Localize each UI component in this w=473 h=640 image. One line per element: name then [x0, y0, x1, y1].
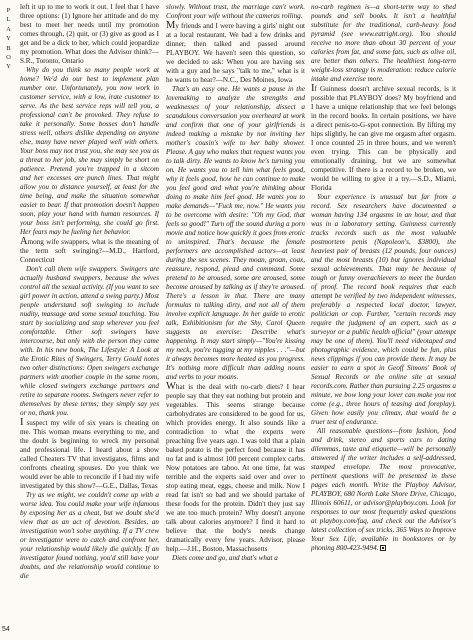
advisor-footer-note [311, 427, 456, 553]
answer-paragraph: Try as we might, we couldn't come up with a worse idea. You could make your wife infamous by exposing her as a cheat, but we doubt she'd view that as an act of devotion. Besides, an investigation won't solve anything. If a TV crew or investigator were to catch and confront her, your relationship would likely die quickly. If an investigator found nothing, you'd still have your doubts, and the relationship would continue to die [20, 491, 159, 580]
rabbit-end-mark-icon [380, 545, 386, 551]
magazine-side-label: P L A Y B O Y [6, 7, 12, 71]
answer-paragraph: That's an easy one. He wants a pause in the lovemaking to analyze the strengths and weaknesses of your relationship, dissect a scandalous conversation you overheard at work and confirm that one of your girlfriends is indeed making a mistake by not inviting her mother's cousin's wife to her baby shower. Please. A guy who makes that request wants you to talk dirty. He wants to know he's turning you on. He wants you to tell him what feels good, why it feels good, how he can continue to make you feel good and what you're thinking about doing to make him feel good. He wants you to make demands—"Fuck me, now." He wants you to be overcome with desire: "Oh my God, that feels so good!" Turn off the sound during a porn movie and notice how quickly it goes from erotic to uninspired. That's because the female performers are accomplished actors—at least during the sex scenes. They moan, groan, coax, reassure, respond, plead and command. Some pretend to be aroused, some are aroused, some become aroused by talking as if they're aroused. There's a lesson in that. There are many formulas to talking dirty, and not all of them involve explicit language. In her guide to erotic talk, Exhibitionism for the Shy, Carol Queen suggests an exercise: Describe what's happening. It may start simply—"You're kissing my neck, you're tugging at my nipples . . ."—but it always becomes more heated as you progress. It's nothing more difficult than adding nouns and verbs to your moans. [166, 85, 305, 381]
column-2 [166, 3, 305, 638]
question-paragraph: If Guinness doesn't archive sexual records, is it possible that PLAYBOY does? My boyfriend and I have a unique relationship that we feel belongs in the record books. In certain positions, we have a direct penis-to-G-spot connection. By lifting my hips slightly, he can give me orgasm after orgasm. I once counted 25 in three hours, and we weren't even trying. This can be physically and emotionally draining, but we are somewhat competitive. If there is a record to be broken, we would be willing to give it a try.—S.D., Miami, Florida [311, 83, 456, 192]
column-3 [311, 3, 456, 638]
question-paragraph: Among wife swappers, what is the meaning of the term soft swinging?—M.D., Hartford, Connecticut [20, 236, 159, 264]
answer-paragraph: Diets come and go, and that's what a [172, 554, 278, 562]
page-number: 54 [2, 626, 10, 633]
column-1 [20, 3, 159, 638]
answer-paragraph: Don't call them wife swappers. Swingers are actually husband swappers, because the wives control all the sexual activity. (If you want to see girl power in action, attend a swing party.) Most people understand soft swinging to include nudity, massage and some sexual touching. You start by socializing and stop wherever you feel comfortable. Other soft swingers have intercourse, but only with the person they came with. In his new book, The Lifestyle: A Look at the Erotic Rites of Swingers, Terry Gould notes two other distinctions: Open swingers exchange partners with another couple in the same room, while closed swingers exchange partners and retire to separate rooms. Swingers never refer to themselves by these terms; they simply say yes or no, thank you. [20, 265, 159, 417]
answer-continuation: slowly. Without trust, the marriage can't work. Confront your wife without the cameras rolling. [166, 3, 305, 20]
letter-continuation: left it up to me to work it out. I feel that I have three options: (1) Ignore her attitude and do my best to meet her needs until my promotion comes through, (2) quit, or (3) give as good as I get and be a dick to her, which could jeopardize my promotion. What does the Advisor think?—S.R., Toronto, Ontario [20, 3, 159, 65]
question-paragraph: What is the deal with no-carb diets? I hear people say that they eat nothing but protein and vegetables. This seems strange because carbohydrates are considered to be good for us, which provides energy. It also sounds like a contradiction to what the experts were preaching five years ago. I was told that a plain baked potato is the perfect food because it has no fat and is almost 100 percent complex carbs. Now potatoes are taboo. At one time, fat was terrible and the experts said over and over to stop eating meat, eggs, cheese and milk. Now I read fat isn't so bad and we should partake of these foods for the protein. Didn't they just say we ate too much protein? Why doesn't anyone talk about calories anymore? I find it hard to believe that the body's needs change dramatically every few years. Advisor, please help.—J.H., Boston, Massachusetts [166, 381, 305, 553]
advisor-footer-text: All reasonable questions—from fashion, food and drink, stereo and sports cars to dating dilemmas, taste and etiquette—will be personally answered if the writer includes a self-addressed, stamped envelope. The most provocative, pertinent questions will be presented in these pages each month. Write the Playboy Advisor, PLAYBOY, 680 North Lake Shore Drive, Chicago, Illinois 60611, or advisor@playboy.com. Look for responses to our most frequently asked questions at playboy.com/faq, and check out the Advisor's latest collection of sex tricks, 365 Ways to Improve Your Sex Life, available in bookstores or by phoning 800-423-9494. [311, 427, 456, 552]
question-paragraph: My friends and I were having a girls' night out at a local restaurant. We had a few drinks and dinner, then talked and passed around PLAYBOY. We haven't seen this question, so we decided to ask: When you are having sex with a guy and he says "talk to me," what is it he wants to hear?—N.C., Des Moines, Iowa [166, 20, 305, 84]
question-paragraph: I suspect my wife of six years is cheating on me. This woman means everything to me, and the doubt is beginning to wreck my personal and professional life. I heard about a show called Cheaters TV that investigates, films and confronts cheating spouses. Do you think we would ever be able to reconcile if I had my wife investigated by this show?—G.E., Dallas, Texas [20, 417, 159, 490]
answer-paragraph: Your experience is unusual but far from a record. Sex researchers have documented a woman having 134 orgasms in an hour, and that was in a laboratory setting. Guinness currently tracks records such as the most valuable postmortem penis (Napoleon's, $3800), the heaviest pair of breasts (12 pounds, four ounces) and the most breasts (10) but ignores individual sexual achievements. That may be because of tough or funny overachievers to meet the burden of proof. The record book requires that each attempt be verified by two independent witnesses, preferably a respected local doctor, lawyer, politician or cop. Further, "certain records may require the judgment of an expert, such as a surveyor or a public health official" (your attempt may be one of them). You'll need videotaped and photographic evidence, which could be fun, plus news clippings if you can provide them. It may be easier to earn a spot in Geoff Simons' Book of Sexual Records or the online site at sexual records.com. Rather than pursuing 2.25 orgasms a minute, we bow long your lover can make you not come (e.g., three hours of teasing and foreplay). Given how easily you climax, that would be a truer test of endurance. [311, 193, 456, 426]
answer-continuation: no-carb regimen is—a short-term way to shed pounds and sell books. It isn't a healthful substitute for the traditional, carb-heavy food pyramid (see www.eatright.org). You should receive no more than about 30 percent of your calories from fat, and some fats, such as olive oil, are better than others. The healthiest long-term weight-loss strategy is moderation: reduce calorie intake and exercise more. [311, 3, 456, 83]
answer-paragraph: Why do you think so many people work at home? We'd do our best to implement plan number one. Unfortunately, you now work in customer service, with a low, irate customer to serve. As the best service reps will tell you, a professional can't be provoked. They refuse to take it personally. Some bosses don't handle stress well, others dislike depending on anyone else, many have never played well with others. Your boss may not trust you, she may see you as a threat to her job, she may simply be short on patience. Pretend you're trapped in a sitcom and her excesses are punch lines. That might allow you to distance yourself, at least for the time being, and make the situation somewhat easier to bear. If that promotion doesn't happen soon, play your hand with human resources. If your boss isn't performing, she could go first. Her fears may be fueling her behavior. [20, 66, 159, 236]
